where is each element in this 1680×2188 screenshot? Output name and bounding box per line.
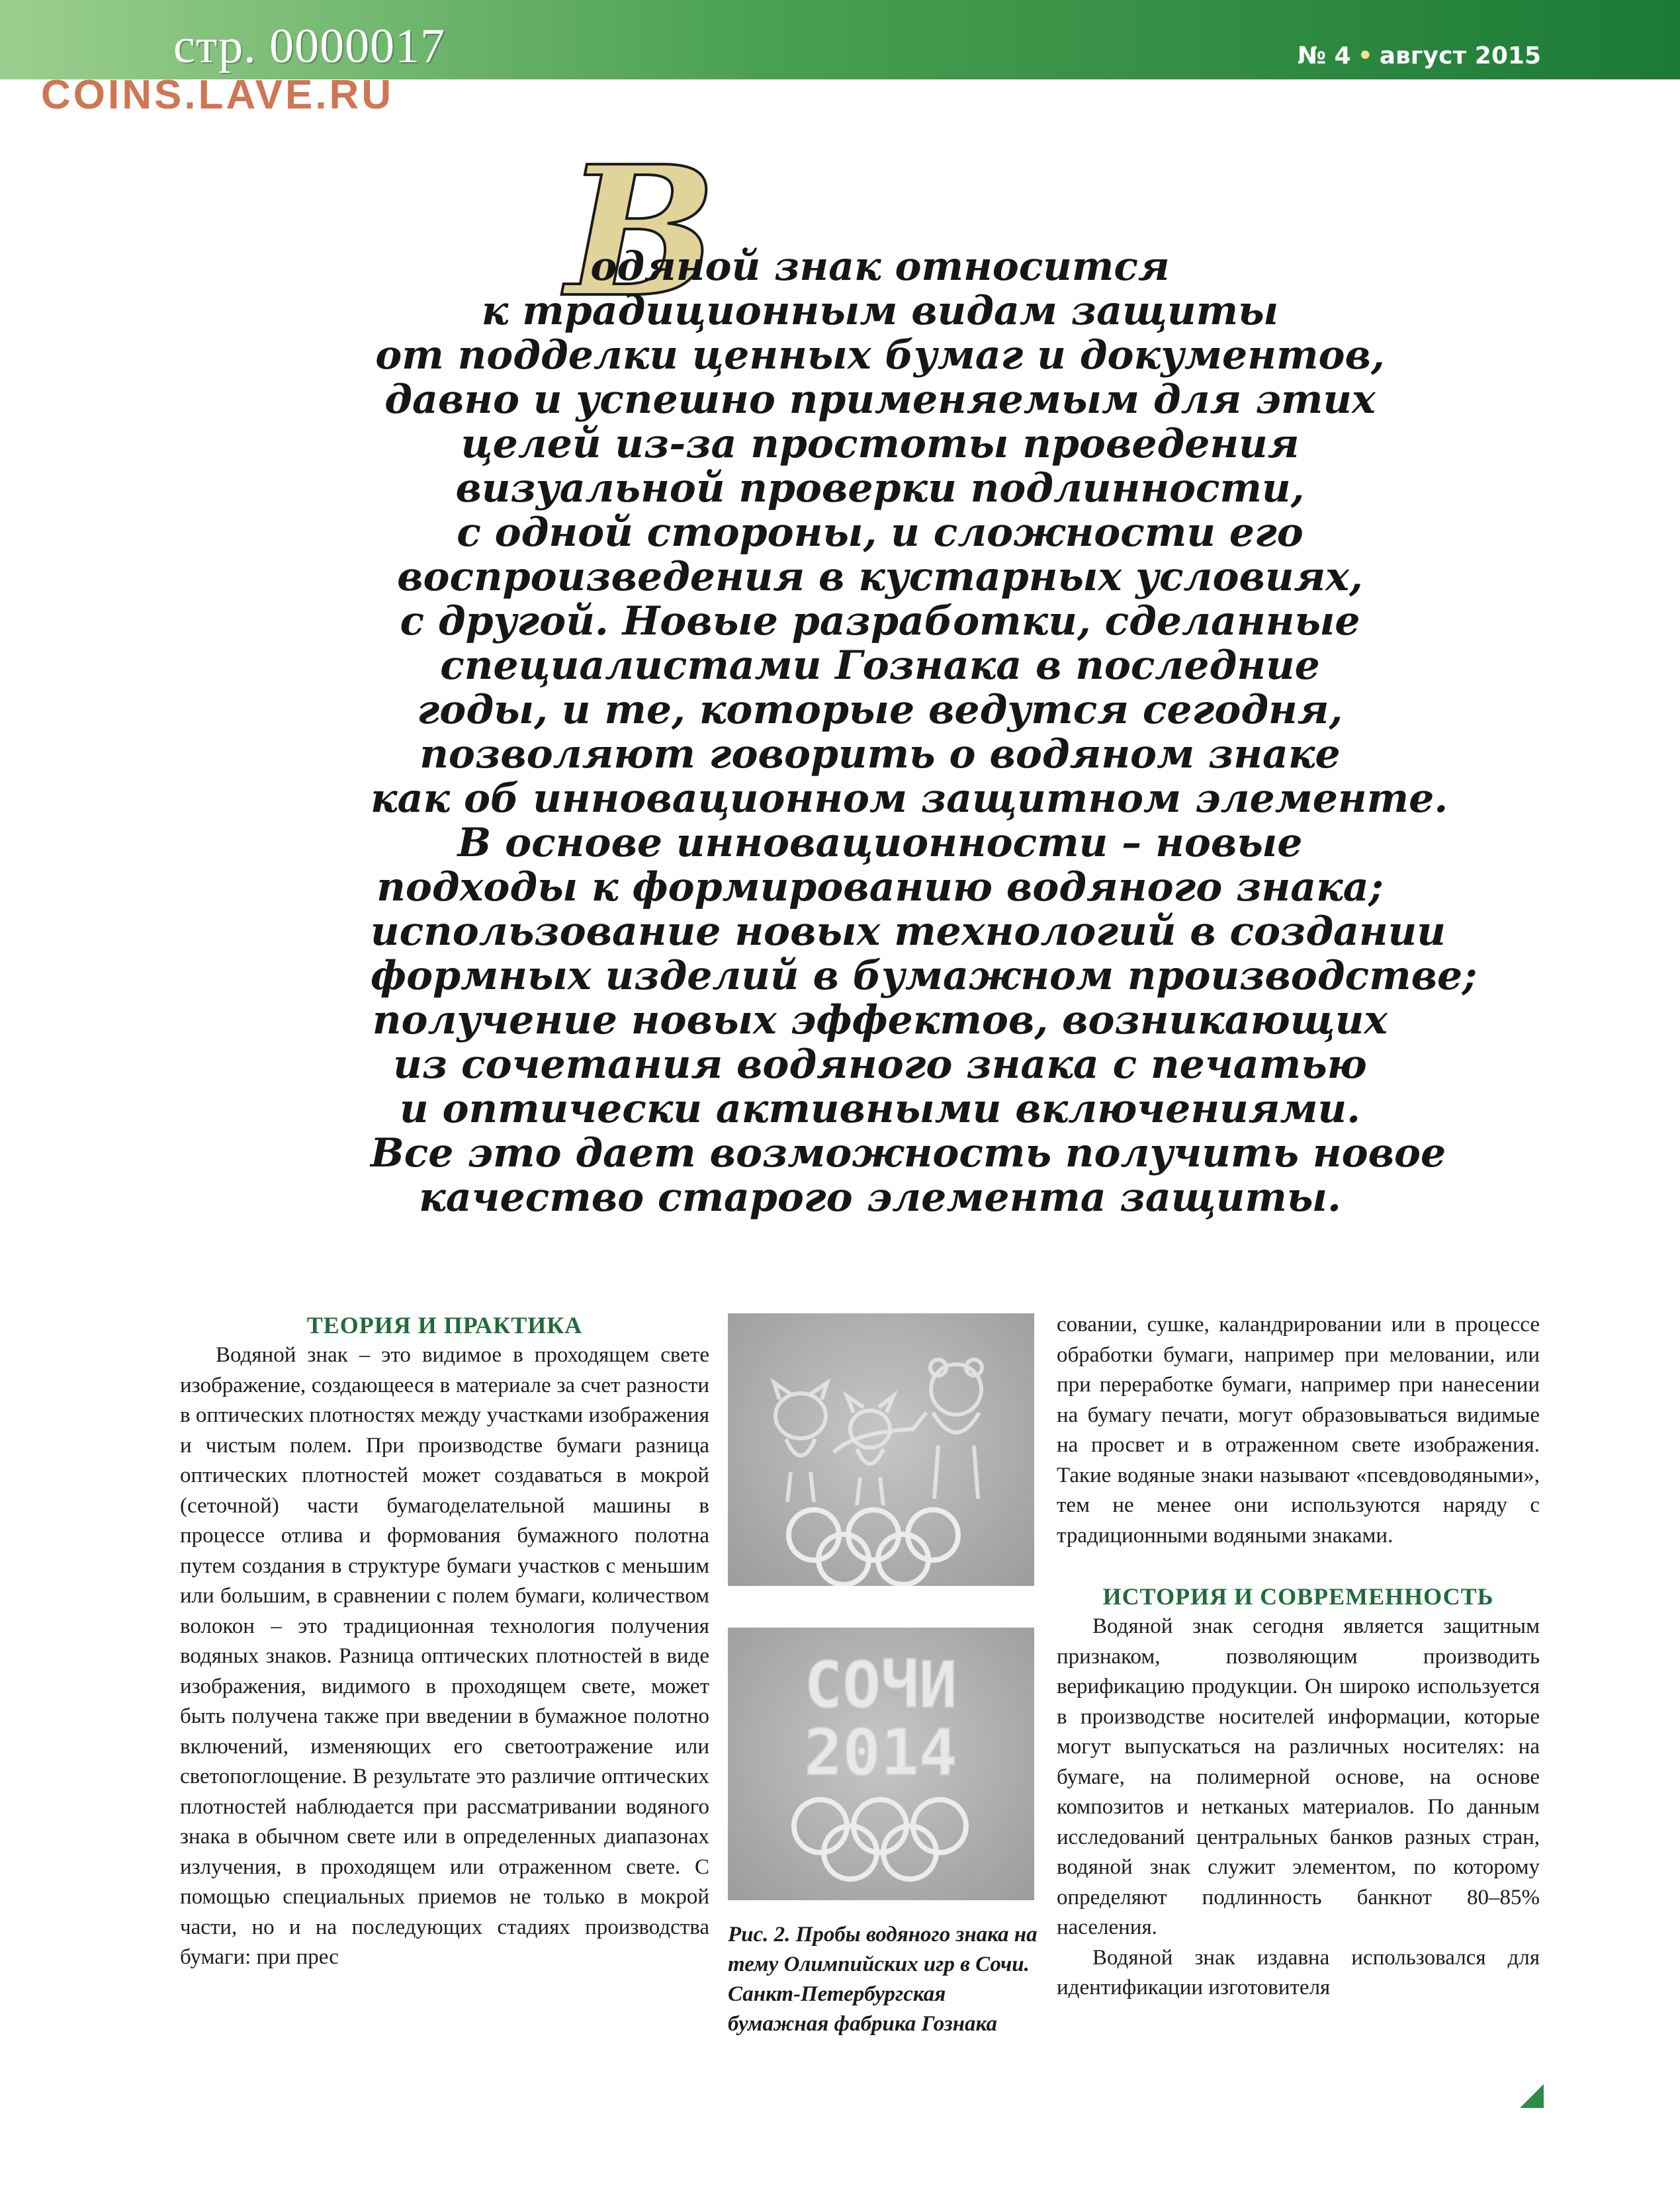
lead-paragraph <box>371 243 1478 1221</box>
figure-label: Рис. 2. <box>728 1923 791 1947</box>
lead-drop-cap: В <box>566 126 717 337</box>
lead-line: визуальной проверки подлинности, <box>455 465 1305 511</box>
history-paragraph-1: Водяной знак сегодня является защитным признаком, позволяющим производить верификацию продукции. Он широко используется в производстве носителей информации, которые могут выпускаться на различных носителях: на бумаге, на полимерной основе, на основе композитов и нетканых материалов. По данным исследований центральных банков разных стран, водяной знак служит элементом, по которому определяют подлинность банкнот 80–85% населения. <box>1057 1614 1540 1939</box>
lead-line: позволяют говорить о водяном знаке <box>420 731 1341 777</box>
issue-info <box>1298 42 1541 69</box>
lead-line: подходы к формированию водяного знака; <box>376 864 1384 910</box>
article-end-marker-icon <box>1520 2084 1544 2108</box>
lead-line: из сочетания водяного знака с печатью <box>393 1041 1367 1088</box>
page-number: стр. 0000017 <box>173 19 446 73</box>
lead-line: как об инновационном защитном элементе. <box>371 775 1448 822</box>
issue-number: № 4 <box>1297 42 1351 69</box>
mascots-rings-watermark <box>728 1313 1034 1586</box>
lead-line: и оптически активными включениями. <box>399 1086 1361 1132</box>
lead-line: с одной стороны, и сложности его <box>457 509 1304 556</box>
section-heading-history: ИСТОРИЯ И СОВРЕМЕННОСТЬ <box>1102 1583 1494 1610</box>
site-watermark: COINS.LAVE.RU <box>41 72 394 118</box>
continuation-paragraph: совании, сушке, каландрировании или в процессе обработки бумаги, например при меловании, или при переработке бумаги, например при нанесении на бумагу печати, могут образовываться видимые на просвет и в отраженном свете изображения. Такие водяные знаки называют «псевдоводяными», тем не менее они используются наряду с традиционными водяными знаками. <box>1057 1313 1540 1548</box>
sochi-text: СОЧИ <box>804 1648 957 1722</box>
issue-date: август 2015 <box>1379 42 1541 69</box>
lead-line: одяной знак относится <box>590 243 1170 290</box>
lead-line: получение новых эффектов, возникающих <box>372 997 1388 1043</box>
lead-line: давно и успешно применяемым для этих <box>384 376 1376 423</box>
column-left <box>180 1310 709 1973</box>
history-paragraph-2: Водяной знак издавна использовался для идентификации изготовителя <box>1057 1945 1540 1999</box>
lead-line: целей из-за простоты проведения <box>461 421 1300 467</box>
theory-paragraph: Водяной знак – это видимое в проходящем свете изображение, создающееся в материале за счет разности в оптических плотностях между участками изображения и чистым полем. При производстве бумаги разница оптических плотностей может создаваться в мокрой (сеточной) части бумагоделательной машины в процессе отлива и формования бумажного полотна путем создания в структуре бумаги участков с меньшим или большим, в сравнении с полем бумаги, количеством волокон – это традиционная технология получения водяных знаков. Разница оптических плотностей в виде изображения, видимого в проходящем свете, может быть получена также при введении в бумажное полотно включений, изменяющих его светоотражение или светопоглощение. В результате это различие оптических плотностей наблюдается при рассматривании водяного знака в обычном свете или в определенных диапазонах излучения, в проходящем или отраженном свете. С помощью специальных приемов не только в мокрой части, но и на последующих стадиях производства бумаги: при прес <box>180 1343 709 1969</box>
lead-line: специалистами Гознака в последние <box>440 642 1320 689</box>
lead-line: от подделки ценных бумаг и документов, <box>375 332 1385 378</box>
lead-line: использование новых технологий в создании <box>371 908 1446 955</box>
lead-line: воспроизведения в кустарных условиях, <box>397 554 1363 600</box>
lead-line: к традиционным видам защиты <box>481 288 1279 334</box>
lead-line: В основе инновационности – новые <box>457 820 1303 866</box>
figure-caption <box>728 1920 1045 2039</box>
watermark-sample-sochi <box>728 1628 1034 1900</box>
lead-line: качество старого элемента защиты. <box>419 1174 1341 1221</box>
lead-line: Все это дает возможность получить новое <box>371 1130 1446 1176</box>
issue-separator: • <box>1357 42 1373 69</box>
lead-line: формных изделий в бумажном производстве; <box>371 953 1478 999</box>
sochi-2014-watermark <box>728 1628 1034 1900</box>
lead-line: годы, и те, которые ведутся сегодня, <box>417 687 1343 733</box>
year-text: 2014 <box>804 1716 957 1790</box>
lead-line: с другой. Новые разработки, сделанные <box>400 598 1360 644</box>
figure-caption-text: Пробы водяного знака на тему Олимпийских игр в Сочи. Санкт-Петербургская бумажная фабрика Гознака <box>728 1923 1038 2036</box>
column-right <box>1057 1310 1540 2003</box>
watermark-sample-mascots <box>728 1313 1034 1586</box>
section-heading-theory: ТЕОРИЯ И ПРАКТИКА <box>306 1312 583 1338</box>
